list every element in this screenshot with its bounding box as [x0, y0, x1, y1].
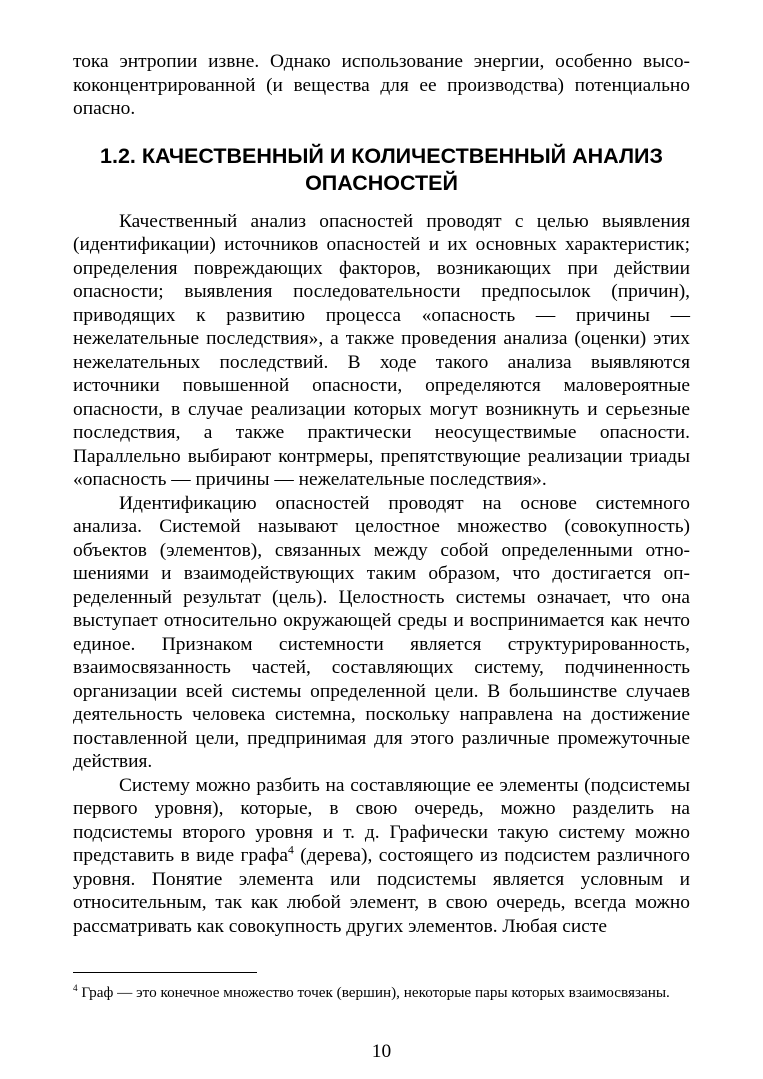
- section-heading-line-2: ОПАСНОСТЕЙ: [305, 170, 458, 195]
- paragraph-system-decomposition: [73, 774, 690, 939]
- section-heading: [73, 143, 690, 197]
- section-heading-line-1: 1.2. КАЧЕСТВЕННЫЙ И КОЛИЧЕСТВЕННЫЙ АНАЛИЗ: [100, 143, 663, 168]
- footnote-mark: 4: [73, 982, 78, 993]
- paragraph-continuation: тока энтропии извне. Однако использование энергии, особенно высококонцентрированной (и вещества для ее производства) потенциально опасно.: [73, 51, 690, 119]
- footnote: [73, 982, 690, 1003]
- footnote-separator: [73, 972, 257, 973]
- page-body: [73, 50, 690, 938]
- footnote-text: Граф — это конечное множество точек (вершин), некоторые пары которых взаимосвязаны.: [77, 984, 670, 1001]
- paragraph-text-before-ref: Систему можно разбить на составляющие ее элементы (подсистемы первого уровня), которые, в свою очередь, можно разделить на подсистемы второго уровня и т. д. Графически такую систему можно представить в виде графа: [73, 774, 690, 866]
- paragraph-qualitative-analysis: Качественный анализ опасностей проводят с целью выявления (идентификации) источников опасностей и их основных характеристик; определения повреждающих факторов, возникающих при действии опасности; выявления последовательности предпосылок (причин), приводящих к развитию процесса «опасность — причины — нежелательные последствия», а также проведения анализа (оценки) этих нежелательных последствий. В ходе такого анализа выявляются источники повышенной опасности, определяются маловероятные опасности, в случае реализации которых могут возникнуть и серьезные последствия, а также практически неосуществимые опасности. Параллельно выбирают контрмеры, препятствующие реализации триады «опасность — причины — нежелательные последствия».: [73, 210, 690, 490]
- paragraph-text-after-ref: (дерева), состоящего из подсистем различного уровня. Понятие элемента или подсистемы является условным и относительным, так как любой элемент, в свою очередь, всегда можно рассматривать как совокупность других элементов. Любая систе: [73, 845, 691, 937]
- paragraph-identification: Идентификацию опасностей проводят на основе системного анализа. Системой называют целостное множество (совокупность) объектов (элементов), связанных между собой определенными отношениями и взаимодействующих таким образом, что достигается определенный результат (цель). Целостность системы означает, что она выступает относительно окружающей среды и воспринимается как нечто единое. Признаком системности является структурированность, взаимосвязанность частей, составляющих систему, подчиненность организации всей системы определенной цели. В большинстве случаев деятельность человека системна, поскольку направлена на достижение поставленной цели, предпринимая для этого различные промежуточные действия.: [73, 492, 690, 772]
- page-number: 10: [371, 1041, 392, 1062]
- footnote-reference: 4: [288, 843, 294, 857]
